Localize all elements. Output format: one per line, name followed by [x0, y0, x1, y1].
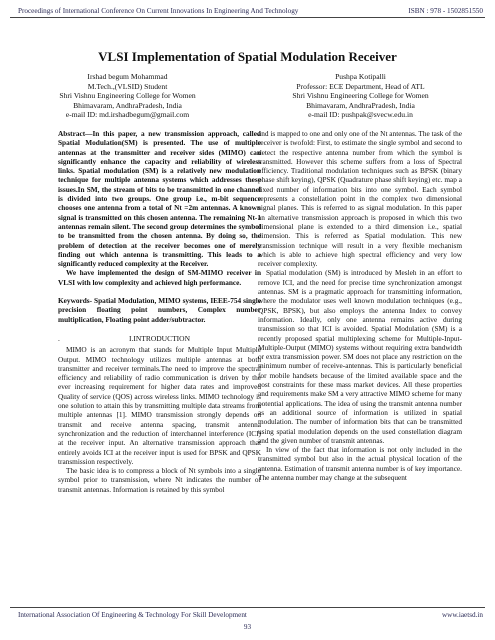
body-paragraph-1: and is mapped to one and only one of the Nt antennas. The task of the receiver is twofold: First, to estimate the single symbol and second to detect the respective antenna number from which the symbol is transmitted. However this scheme suffers from a loss of Spectral efficiency. Traditional modulation techniques such as BPSK (binary phase shift keying), QPSK (Quadrature phase shift keying) etc. map a fixed number of information bits into one symbol. Each symbol represents a constellation point in the complex two dimensional signal planes. This is referred to as signal modulation. In this paper an alternative transmission approach is proposed in which this two dimensional plane is extended to a third dimension i.e., spatial dimension. This is referred as Spatial modulation. This new transmission technique will result in a very flexible mechanism which is able to achieve high spectral efficiency and very low receiver complexity. — [258, 129, 462, 269]
author-role: Professor: ECE Department, Head of ATL — [296, 81, 425, 91]
header-divider — [10, 17, 485, 18]
right-column — [258, 129, 462, 482]
section-dot: . — [58, 333, 60, 343]
abstract-continued: We have implemented the design of SM-MIMO receiver in VLSI with low complexity and achieved high performance. — [58, 268, 261, 287]
author-email: e-mail ID: md.irshadbegum@gmail.com — [65, 110, 190, 120]
footer-website: www.iaetsd.in — [441, 611, 483, 619]
author-role: M.Tech.,(VLSID) Student — [87, 81, 168, 91]
author-1 — [25, 72, 230, 120]
header-conference: Proceedings of International Conference On Current Innovations In Engineering And Technology — [18, 7, 299, 15]
author-name: Pushpa Kotipalli — [335, 72, 386, 81]
author-location: Bhimavaram, AndhraPradesh, India — [306, 100, 415, 110]
left-column — [58, 129, 261, 494]
running-header — [18, 7, 483, 15]
footer-divider — [10, 607, 485, 608]
body-paragraph-3: In view of the fact that information is not only included in the transmitted symbol but also in the actual physical location of the antenna. Estimation of transmit antenna number is of key importance. The antenna number may change at the subsequent — [258, 445, 462, 482]
abstract: Abstract—In this paper, a new transmission approach, called Spatial Modulation(SM) is presented. The use of multiple antennas at the transmitter and receiver sides (MIMO) can significantly enhance the capacity and reliability of wireless links. Spatial modulation (SM) is a relatively new modulation technique for multiple antenna systems which addresses these issues.In SM, the stream of bits to be transmitted in one channel is divided into two groups. One group i.e., m-bit sequence chooses one antenna from a total of Nt =2m antennas. A known signal is transmitted on this chosen antenna. The remaining Nt-1 antennas remain silent. The second group determines the symbol to be transmitted from the chosen antenna. By doing so, the problem of detection at the receiver becomes one of merely finding out which antenna is transmitting. This leads to a significantly reduced complexity at the Receiver. — [58, 129, 261, 269]
author-email: e-mail ID: pushpak@svecw.edu.in — [308, 110, 413, 120]
author-affiliation: Shri Vishnu Engineering College for Women — [59, 91, 196, 101]
running-footer — [18, 611, 483, 619]
author-affiliation: Shri Vishnu Engineering College for Women — [292, 91, 429, 101]
section-heading-introduction — [58, 334, 261, 343]
intro-paragraph-2: The basic idea is to compress a block of Nt symbols into a single symbol prior to transmission, where Nt indicates the number of transmit antennas. Information is retained by this symbol — [58, 466, 261, 494]
page-number: 93 — [243, 623, 252, 631]
author-name: Irshad begum Mohammad — [87, 72, 168, 81]
intro-paragraph-1: MIMO is an acronym that stands for Multiple Input Multiple Output. MIMO technology utilizes multiple antennas at both transmitter and receiver terminals.The need to improve the spectral efficiency and reliability of radio communication is driven by the ever increasing requirement for higher data rates and improved Quality of service (QOS) across wireless links. MIMO technology is one solution to attain this by transmitting multiple data streams from multiple antennas [1]. MIMO transmission strongly depends on transmit and receive antenna spacing, transmit antenna synchronization and the reduction of interchannel interference (ICI) at the receiver input. An alternative transmission approach that entirely avoids ICI at the receiver input is used for BPSK and QPSK transmission respectively. — [58, 345, 261, 466]
author-2 — [258, 72, 463, 120]
paper-title: VLSI Implementation of Spatial Modulation Receiver — [98, 49, 397, 64]
author-location: Bhimavaram, AndhraPradesh, India — [73, 100, 182, 110]
body-paragraph-2: Spatial modulation (SM) is introduced by Mesleh in an effort to remove ICI, and the need for precise time synchronization amongst antennas. SM is a pragmatic approach for transmitting information, where the modulator uses well known modulation techniques (e.g., QPSK, BPSK), but also employs the antenna Index to convey information. Ideally, only one antenna remains active during transmission so that ICI is avoided. Spatial Modulation (SM) is a recently proposed spatial multiplexing scheme for Multiple-Input-Multiple-Output (MIMO) systems without requiring extra bandwidth or extra transmission power. SM does not place any restriction on the minimum number of receive-antennas. This is particularly beneficial for mobile handsets because of the limited available space and the cost constraints for these mass market devices. All these properties and requirements make SM a very attractive MIMO scheme for many potential applications. The idea of using the transmit antenna number as an additional source of information is utilized in spatial modulation. The number of information bits that can be transmitted using spatial modulation depends on the used constellation diagram and the given number of transmit antennas. — [258, 268, 462, 445]
section-heading-text: I.INTRODUCTION — [128, 333, 191, 343]
header-isbn: ISBN : 978 - 1502851550 — [408, 7, 483, 15]
keywords: Keywords- Spatial Modulation, MIMO systems, IEEE-754 single precision floating point numbers, Complex number multiplication, Floating point adder/subtractor. — [58, 296, 261, 324]
footer-organization: International Association Of Engineering & Technology For Skill Development — [18, 611, 247, 619]
